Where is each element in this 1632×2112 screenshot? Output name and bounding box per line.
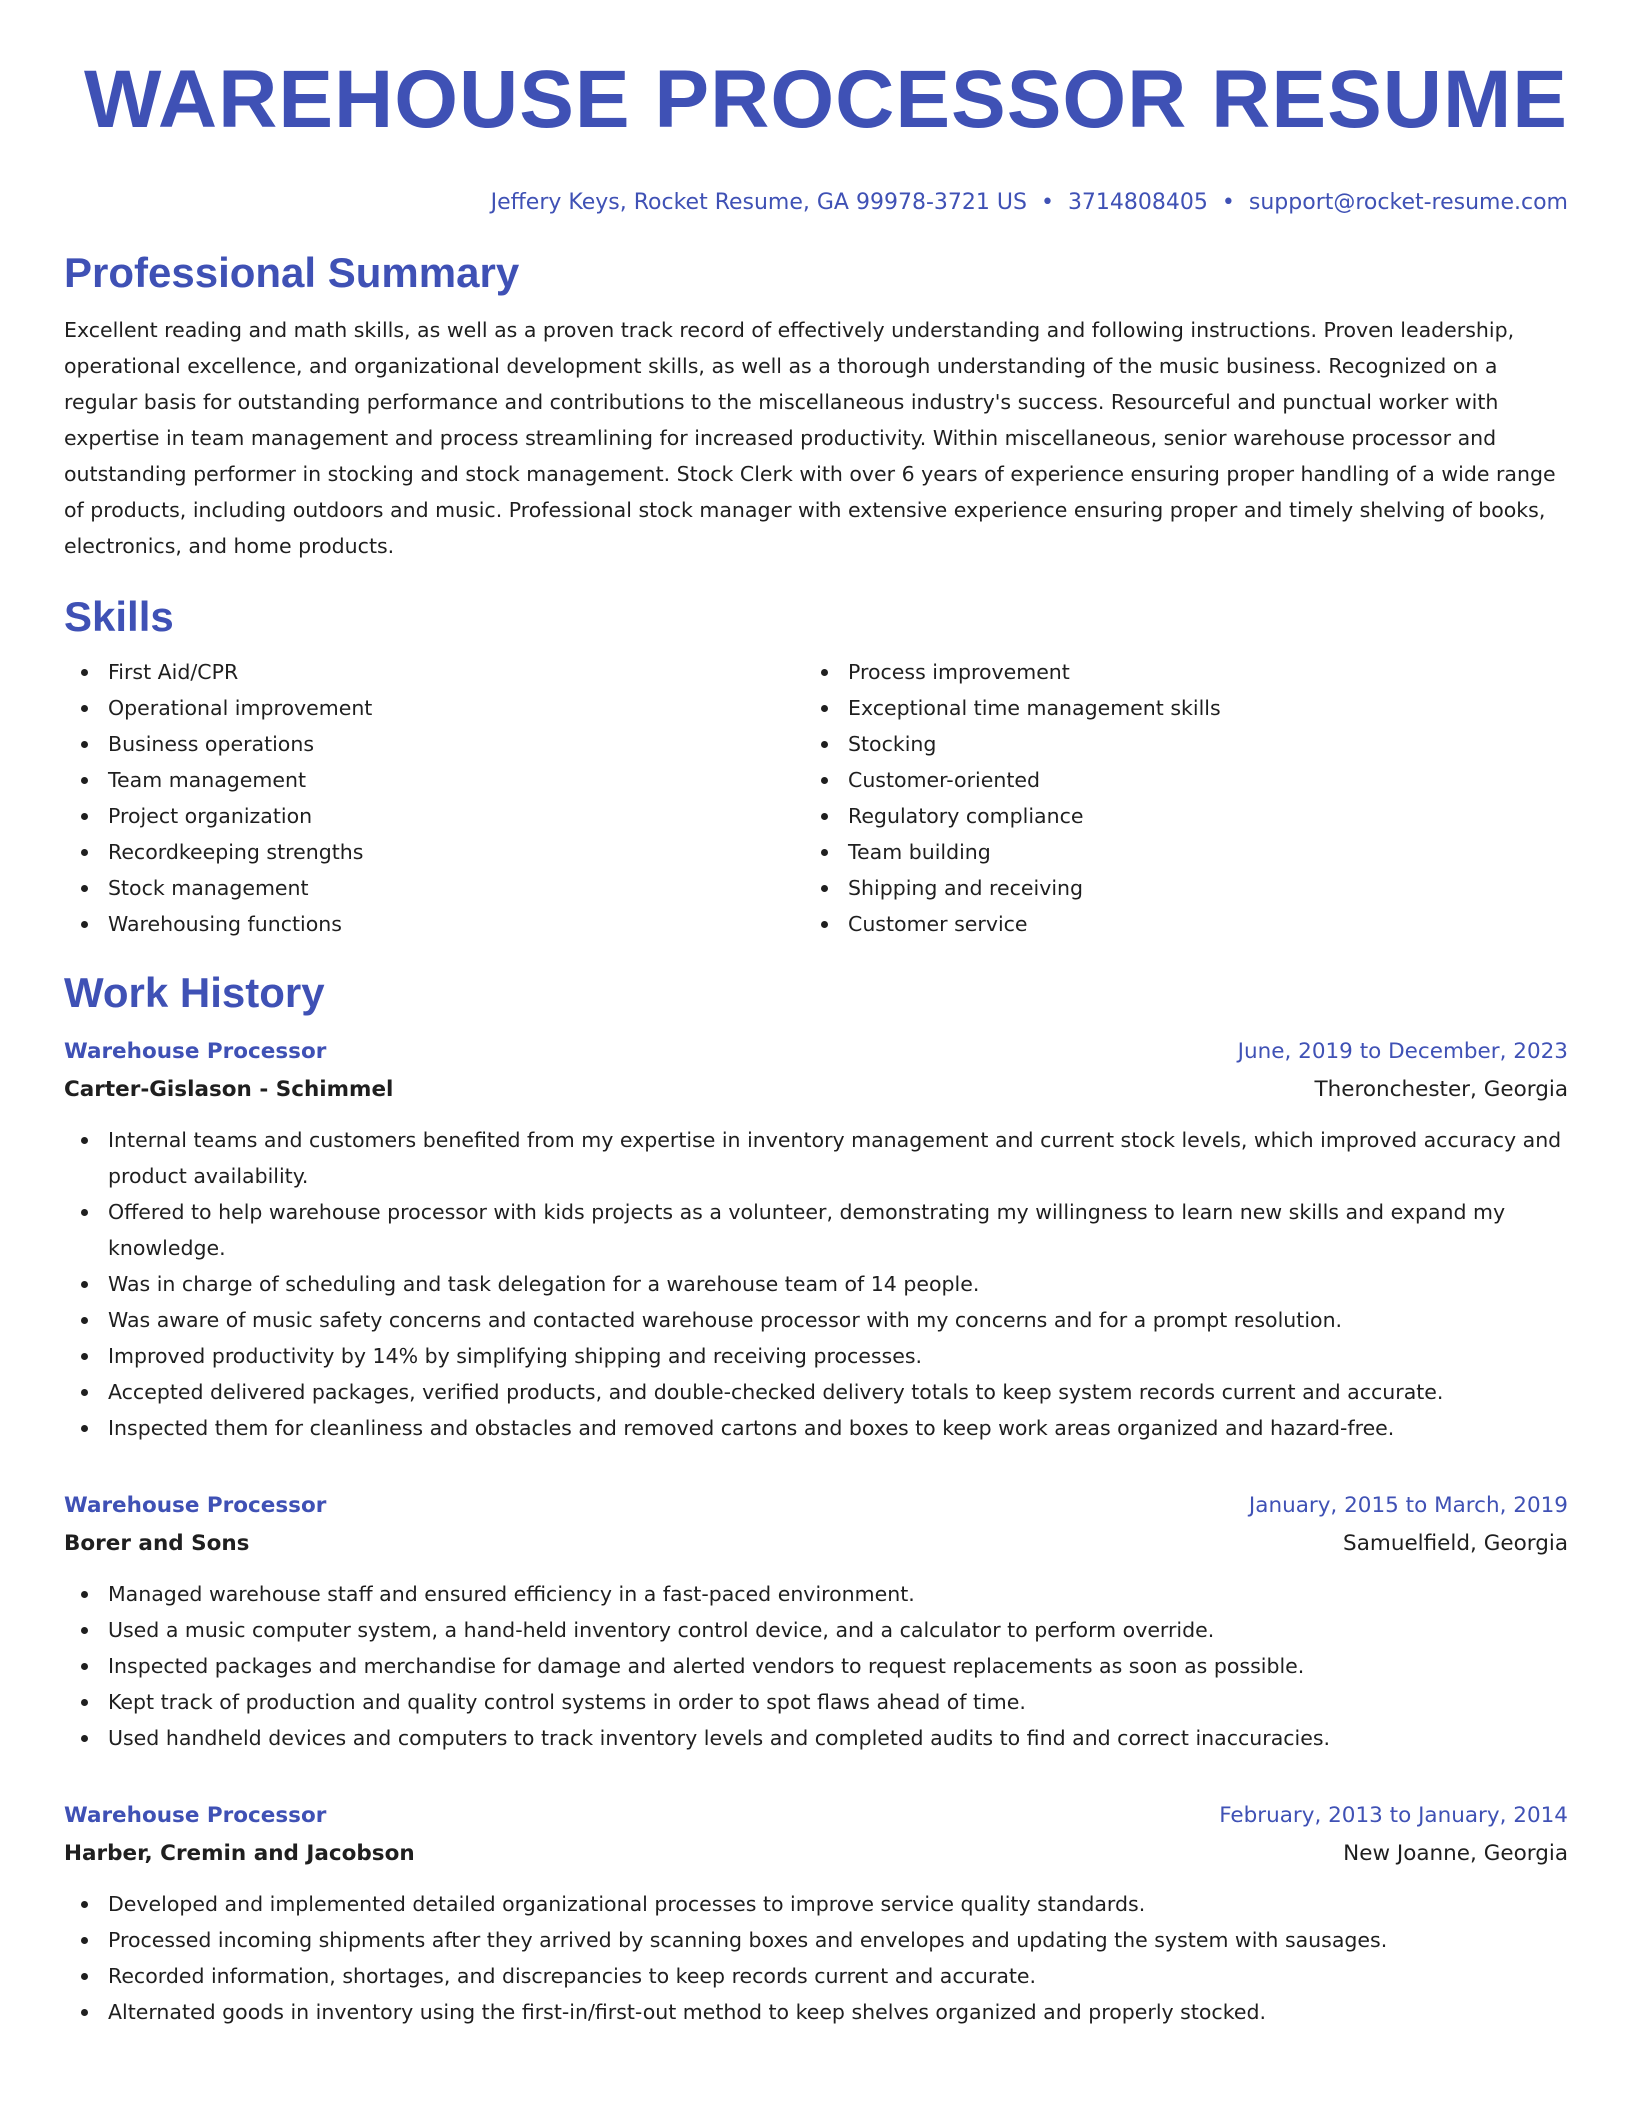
job-duty: Inspected them for cleanliness and obstacles and removed cartons and boxes to keep work areas organized and hazard-free.	[64, 1410, 1568, 1446]
skills-list-right	[804, 654, 1544, 942]
job-title: Warehouse Processor	[64, 1803, 327, 1828]
skills-columns	[64, 654, 1568, 942]
job-dates: January, 2015 to March, 2019	[1248, 1493, 1568, 1518]
skill-item: Stocking	[804, 726, 1544, 762]
job-company: Carter-Gislason - Schimmel	[64, 1077, 394, 1102]
job-duty: Inspected packages and merchandise for damage and alerted vendors to request replacements as soon as possible.	[64, 1648, 1568, 1684]
job-entry	[64, 1798, 1568, 2030]
skill-item: Warehousing functions	[64, 906, 804, 942]
job-duty: Processed incoming shipments after they arrived by scanning boxes and envelopes and updating the system with sausages.	[64, 1922, 1568, 1958]
job-entry	[64, 1034, 1568, 1446]
skill-item: Recordkeeping strengths	[64, 834, 804, 870]
job-duty: Accepted delivered packages, verified products, and double-checked delivery totals to keep system records current and accurate.	[64, 1374, 1568, 1410]
job-duty: Recorded information, shortages, and discrepancies to keep records current and accurate.	[64, 1958, 1568, 1994]
skill-item: Process improvement	[804, 654, 1544, 690]
skill-item: Project organization	[64, 798, 804, 834]
job-duty: Used handheld devices and computers to track inventory levels and completed audits to find and correct inaccuracies.	[64, 1720, 1568, 1756]
contact-separator: •	[1040, 190, 1054, 215]
job-duty: Was aware of music safety concerns and contacted warehouse processor with my concerns and for a prompt resolution.	[64, 1302, 1568, 1338]
job-duties-list	[64, 1576, 1568, 1756]
skill-item: First Aid/CPR	[64, 654, 804, 690]
job-title-row	[64, 1488, 1568, 1524]
job-company: Borer and Sons	[64, 1531, 250, 1556]
job-company-row	[64, 1834, 1568, 1874]
job-duties-list	[64, 1886, 1568, 2030]
summary-text: Excellent reading and math skills, as well as a proven track record of effectively understanding and following instructions. Proven leadership, operational excellence, and organizational development skills, as well as a thorough understanding of the music business. Recognized on a regular basis for outstanding performance and contributions to the miscellaneous industry's success. Resourceful and punctual worker with expertise in team management and process streamlining for increased productivity. Within miscellaneous, senior warehouse processor and outstanding performer in stocking and stock management. Stock Clerk with over 6 years of experience ensuring proper handling of a wide range of products, including outdoors and music. Professional stock manager with extensive experience ensuring proper and timely shelving of books, electronics, and home products.	[64, 318, 1556, 558]
resume-title: WAREHOUSE PROCESSOR RESUME	[84, 54, 1568, 145]
skill-item: Regulatory compliance	[804, 798, 1544, 834]
job-duty: Was in charge of scheduling and task delegation for a warehouse team of 14 people.	[64, 1266, 1568, 1302]
job-duty: Internal teams and customers benefited from my expertise in inventory management and current stock levels, which improved accuracy and product availability.	[64, 1122, 1568, 1194]
contact-phone: 3714808405	[1067, 190, 1208, 215]
job-dates: February, 2013 to January, 2014	[1219, 1803, 1568, 1828]
skill-item: Stock management	[64, 870, 804, 906]
job-dates: June, 2019 to December, 2023	[1237, 1039, 1568, 1064]
job-company: Harber, Cremin and Jacobson	[64, 1841, 415, 1866]
contact-address: Jeffery Keys, Rocket Resume, GA 99978-3721 US	[490, 190, 1027, 215]
skills-list-left	[64, 654, 804, 942]
contact-email: support@rocket-resume.com	[1248, 190, 1568, 215]
contact-separator: •	[1221, 190, 1235, 215]
job-duty: Offered to help warehouse processor with kids projects as a volunteer, demonstrating my willingness to learn new skills and expand my knowledge.	[64, 1194, 1568, 1266]
skill-item: Team building	[804, 834, 1544, 870]
job-company-row	[64, 1524, 1568, 1564]
skill-item: Team management	[64, 762, 804, 798]
job-title: Warehouse Processor	[64, 1039, 327, 1064]
job-location: Theronchester, Georgia	[1314, 1077, 1568, 1102]
contact-line	[64, 188, 1568, 218]
job-entry	[64, 1488, 1568, 1756]
work-history-heading: Work History	[64, 969, 325, 1016]
job-duty: Used a music computer system, a hand-held inventory control device, and a calculator to perform override.	[64, 1612, 1568, 1648]
skill-item: Customer-oriented	[804, 762, 1544, 798]
job-title-row	[64, 1798, 1568, 1834]
skill-item: Customer service	[804, 906, 1544, 942]
job-duty: Kept track of production and quality control systems in order to spot flaws ahead of time.	[64, 1684, 1568, 1720]
job-duty: Improved productivity by 14% by simplifying shipping and receiving processes.	[64, 1338, 1568, 1374]
skills-heading: Skills	[64, 593, 174, 640]
skill-item: Shipping and receiving	[804, 870, 1544, 906]
job-location: New Joanne, Georgia	[1343, 1841, 1568, 1866]
job-title: Warehouse Processor	[64, 1493, 327, 1518]
skill-item: Exceptional time management skills	[804, 690, 1544, 726]
job-location: Samuelfield, Georgia	[1343, 1531, 1568, 1556]
skill-item: Business operations	[64, 726, 804, 762]
job-duties-list	[64, 1122, 1568, 1446]
skill-item: Operational improvement	[64, 690, 804, 726]
job-duty: Developed and implemented detailed organizational processes to improve service quality standards.	[64, 1886, 1568, 1922]
job-title-row	[64, 1034, 1568, 1070]
summary-heading: Professional Summary	[64, 249, 520, 296]
job-duty: Managed warehouse staff and ensured efficiency in a fast-paced environment.	[64, 1576, 1568, 1612]
job-duty: Alternated goods in inventory using the first-in/first-out method to keep shelves organized and properly stocked.	[64, 1994, 1568, 2030]
job-company-row	[64, 1070, 1568, 1110]
